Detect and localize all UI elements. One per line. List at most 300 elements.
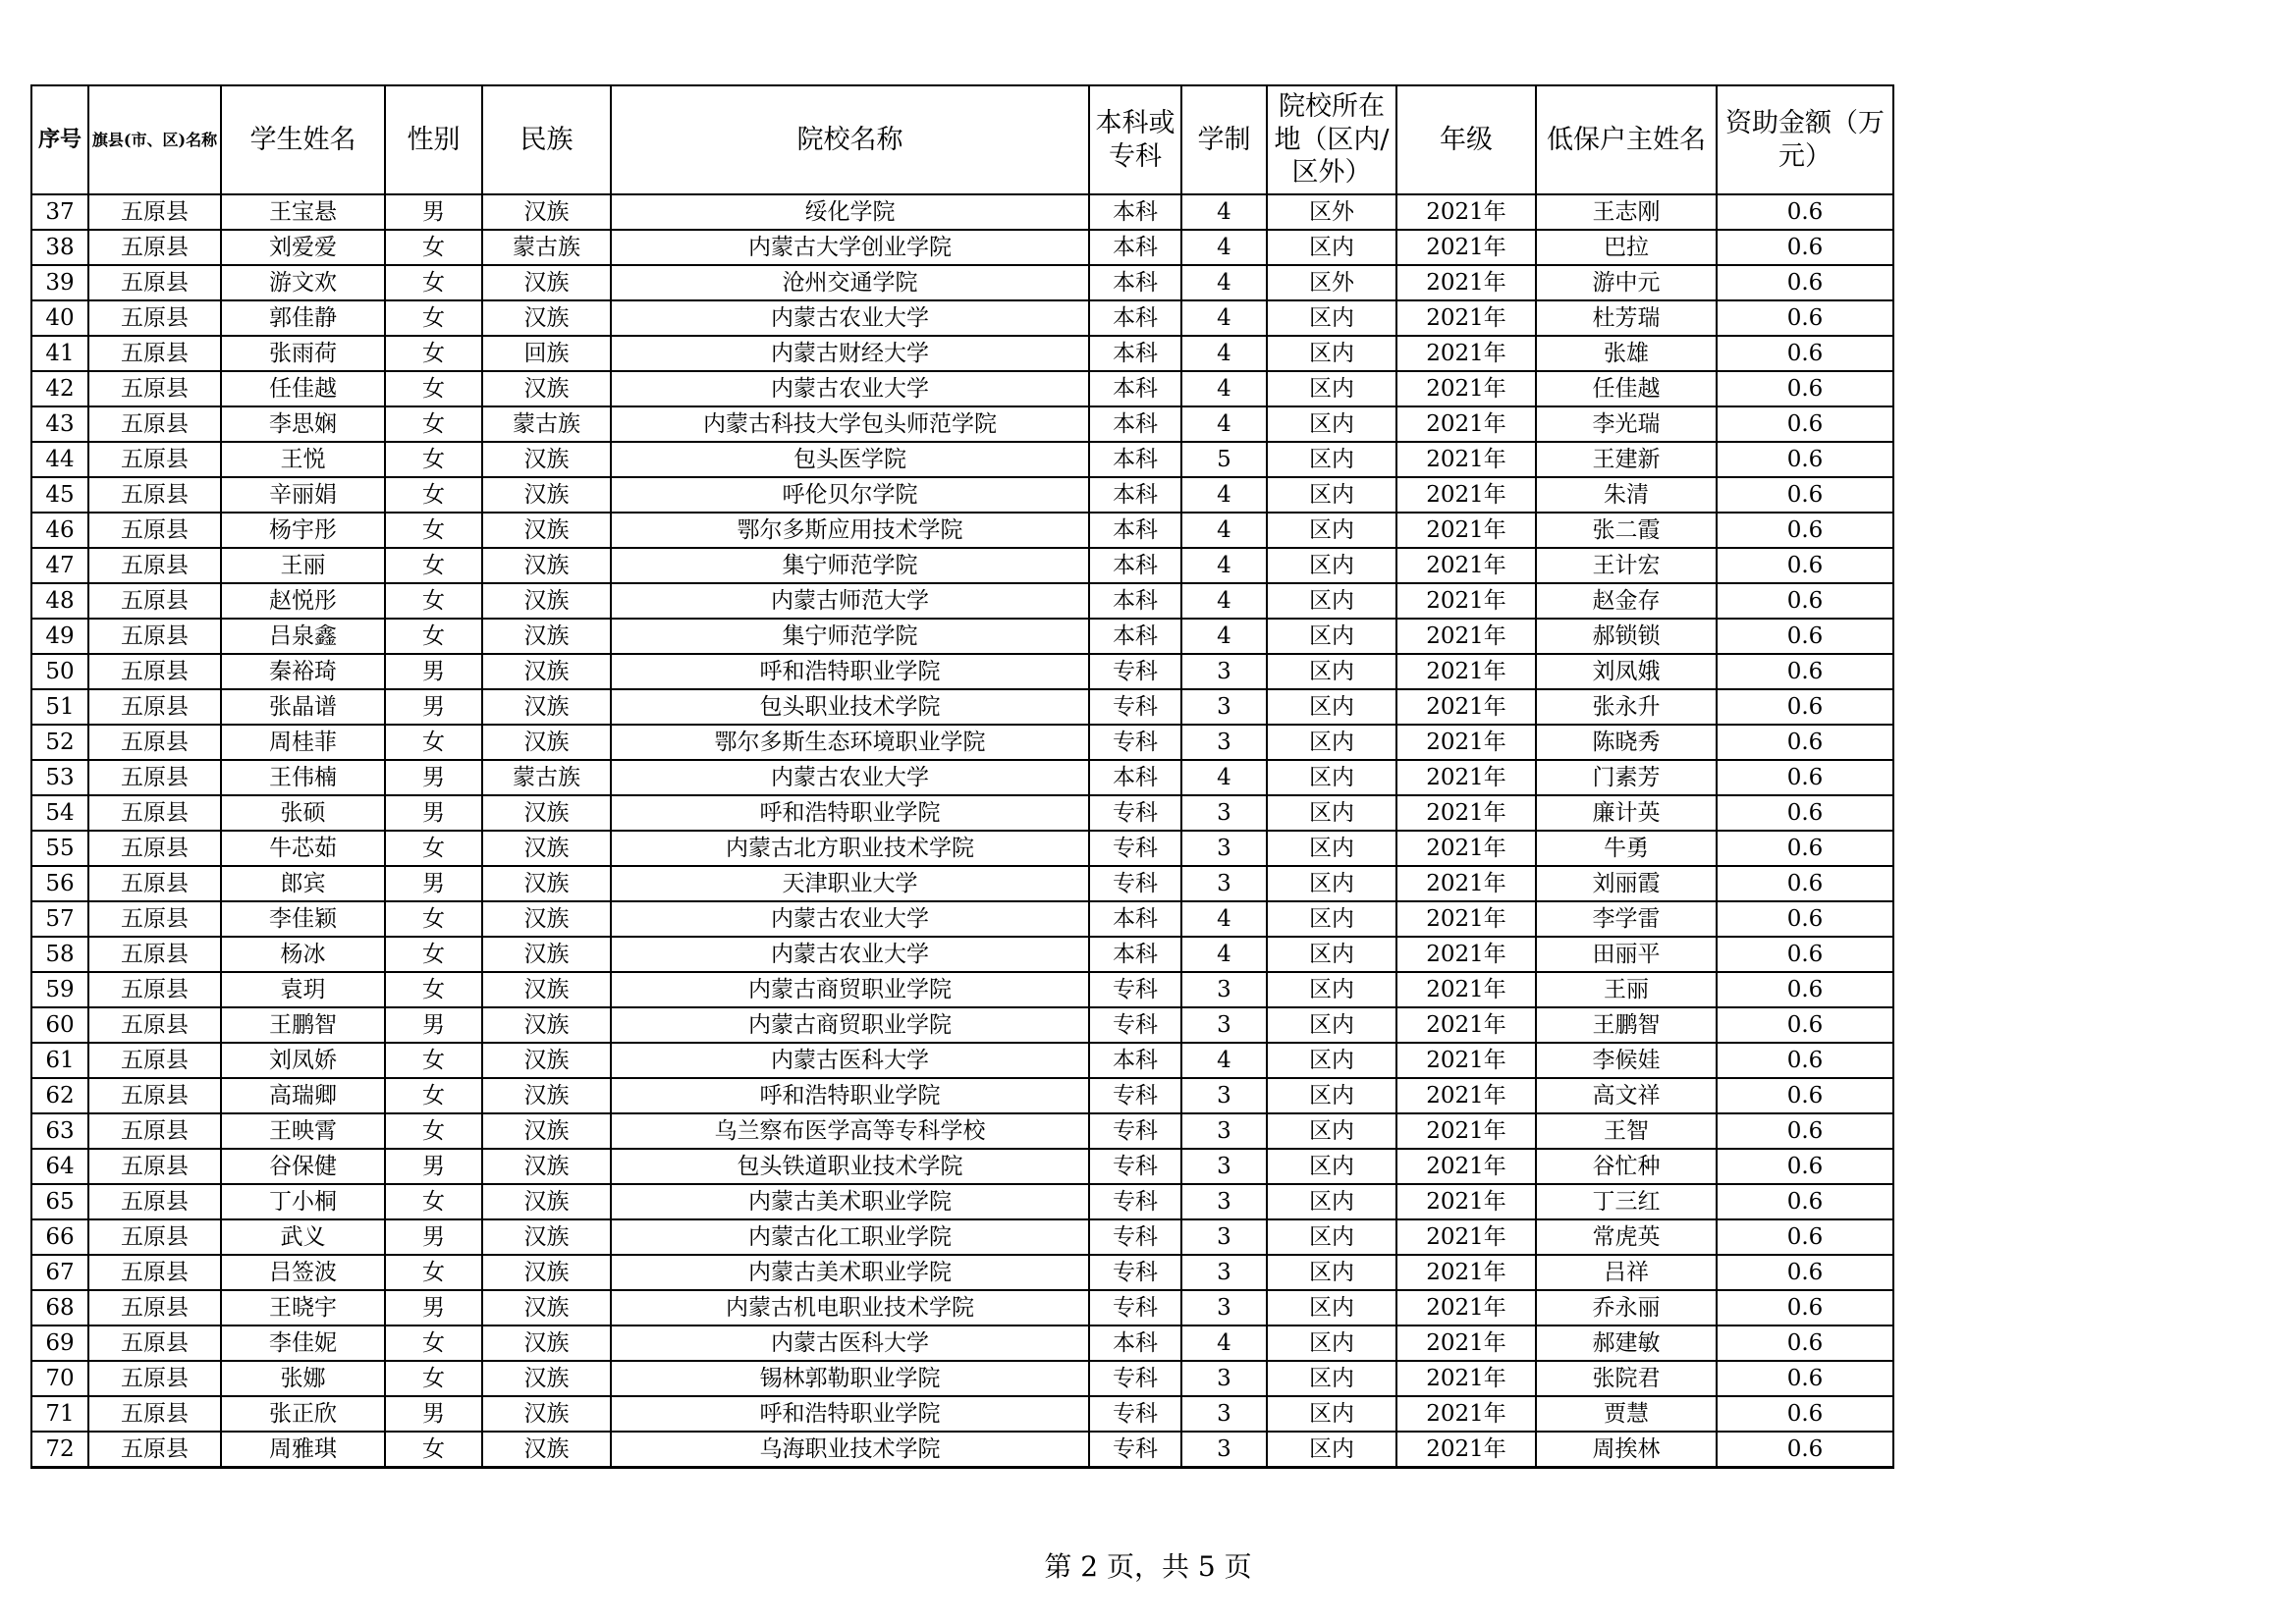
cell-amount: 0.6 [1717,583,1893,619]
table-row [31,583,1893,619]
cell-location: 区内 [1267,230,1396,265]
cell-degree: 专科 [1089,1432,1181,1468]
cell-duration: 4 [1181,901,1267,937]
cell-student-name: 张娜 [221,1361,385,1396]
cell-grade: 2021年 [1396,1396,1536,1432]
cell-county: 五原县 [88,619,221,654]
cell-seq: 56 [31,866,88,901]
cell-student-name: 王丽 [221,548,385,583]
cell-gender: 女 [385,901,482,937]
cell-amount: 0.6 [1717,371,1893,406]
cell-student-name: 赵悦彤 [221,583,385,619]
cell-student-name: 郎宾 [221,866,385,901]
cell-gender: 女 [385,1113,482,1149]
cell-county: 五原县 [88,1219,221,1255]
cell-county: 五原县 [88,689,221,725]
cell-county: 五原县 [88,654,221,689]
table-body [31,194,1893,1468]
cell-degree: 专科 [1089,831,1181,866]
cell-seq: 38 [31,230,88,265]
cell-school: 内蒙古师范大学 [611,583,1089,619]
cell-degree: 本科 [1089,230,1181,265]
cell-seq: 66 [31,1219,88,1255]
cell-duration: 4 [1181,513,1267,548]
cell-grade: 2021年 [1396,583,1536,619]
cell-county: 五原县 [88,795,221,831]
cell-amount: 0.6 [1717,1007,1893,1043]
cell-degree: 本科 [1089,406,1181,442]
cell-gender: 男 [385,1290,482,1325]
cell-seq: 61 [31,1043,88,1078]
cell-school: 内蒙古化工职业学院 [611,1219,1089,1255]
cell-household-head: 周挨林 [1536,1432,1717,1468]
cell-degree: 专科 [1089,795,1181,831]
cell-seq: 41 [31,336,88,371]
cell-grade: 2021年 [1396,937,1536,972]
cell-duration: 4 [1181,477,1267,513]
cell-school: 内蒙古美术职业学院 [611,1255,1089,1290]
cell-grade: 2021年 [1396,1290,1536,1325]
cell-county: 五原县 [88,371,221,406]
table-row [31,1043,1893,1078]
cell-seq: 51 [31,689,88,725]
table-row [31,901,1893,937]
cell-gender: 女 [385,937,482,972]
table-row [31,937,1893,972]
cell-household-head: 王计宏 [1536,548,1717,583]
cell-grade: 2021年 [1396,477,1536,513]
cell-duration: 3 [1181,1113,1267,1149]
table-row [31,689,1893,725]
cell-amount: 0.6 [1717,1361,1893,1396]
cell-grade: 2021年 [1396,300,1536,336]
header-student-name: 学生姓名 [221,85,385,194]
table-row [31,442,1893,477]
cell-school: 天津职业大学 [611,866,1089,901]
cell-ethnicity: 汉族 [482,1361,611,1396]
cell-grade: 2021年 [1396,265,1536,300]
cell-student-name: 袁玥 [221,972,385,1007]
cell-school: 内蒙古美术职业学院 [611,1184,1089,1219]
cell-ethnicity: 汉族 [482,442,611,477]
cell-school: 内蒙古北方职业技术学院 [611,831,1089,866]
cell-school: 绥化学院 [611,194,1089,230]
cell-household-head: 郝锁锁 [1536,619,1717,654]
cell-amount: 0.6 [1717,265,1893,300]
cell-seq: 45 [31,477,88,513]
cell-degree: 本科 [1089,477,1181,513]
cell-ethnicity: 汉族 [482,1113,611,1149]
cell-school: 内蒙古财经大学 [611,336,1089,371]
cell-gender: 女 [385,1184,482,1219]
cell-student-name: 刘凤娇 [221,1043,385,1078]
cell-county: 五原县 [88,406,221,442]
cell-student-name: 王宝悬 [221,194,385,230]
cell-county: 五原县 [88,1184,221,1219]
table-row [31,371,1893,406]
cell-location: 区内 [1267,866,1396,901]
cell-amount: 0.6 [1717,1149,1893,1184]
cell-school: 呼和浩特职业学院 [611,795,1089,831]
cell-location: 区内 [1267,1219,1396,1255]
cell-amount: 0.6 [1717,901,1893,937]
cell-county: 五原县 [88,336,221,371]
cell-household-head: 王鹏智 [1536,1007,1717,1043]
cell-student-name: 杨宇彤 [221,513,385,548]
cell-gender: 女 [385,513,482,548]
cell-household-head: 刘凤娥 [1536,654,1717,689]
cell-county: 五原县 [88,1007,221,1043]
cell-student-name: 王映霄 [221,1113,385,1149]
cell-ethnicity: 蒙古族 [482,230,611,265]
cell-household-head: 谷忙种 [1536,1149,1717,1184]
cell-grade: 2021年 [1396,548,1536,583]
cell-amount: 0.6 [1717,1184,1893,1219]
table-row [31,1078,1893,1113]
header-school: 院校名称 [611,85,1089,194]
cell-ethnicity: 汉族 [482,265,611,300]
cell-seq: 53 [31,760,88,795]
cell-seq: 59 [31,972,88,1007]
cell-county: 五原县 [88,513,221,548]
table-row [31,831,1893,866]
cell-gender: 女 [385,583,482,619]
table-row [31,1290,1893,1325]
cell-degree: 专科 [1089,689,1181,725]
cell-duration: 4 [1181,406,1267,442]
cell-county: 五原县 [88,548,221,583]
table-row [31,1219,1893,1255]
cell-degree: 本科 [1089,1043,1181,1078]
cell-duration: 3 [1181,1007,1267,1043]
cell-school: 呼和浩特职业学院 [611,1078,1089,1113]
cell-county: 五原县 [88,265,221,300]
cell-location: 区内 [1267,583,1396,619]
cell-school: 呼伦贝尔学院 [611,477,1089,513]
cell-student-name: 吕泉鑫 [221,619,385,654]
cell-amount: 0.6 [1717,654,1893,689]
cell-grade: 2021年 [1396,513,1536,548]
cell-ethnicity: 汉族 [482,937,611,972]
cell-duration: 3 [1181,1149,1267,1184]
cell-duration: 4 [1181,760,1267,795]
cell-county: 五原县 [88,1255,221,1290]
cell-school: 包头铁道职业技术学院 [611,1149,1089,1184]
cell-county: 五原县 [88,831,221,866]
cell-amount: 0.6 [1717,1290,1893,1325]
table-row [31,760,1893,795]
cell-gender: 男 [385,1396,482,1432]
cell-school: 内蒙古农业大学 [611,901,1089,937]
cell-grade: 2021年 [1396,336,1536,371]
cell-school: 集宁师范学院 [611,548,1089,583]
cell-school: 沧州交通学院 [611,265,1089,300]
cell-seq: 44 [31,442,88,477]
cell-grade: 2021年 [1396,1361,1536,1396]
cell-student-name: 张雨荷 [221,336,385,371]
cell-degree: 专科 [1089,1078,1181,1113]
cell-student-name: 武义 [221,1219,385,1255]
table-row [31,265,1893,300]
table-row [31,654,1893,689]
cell-duration: 3 [1181,1396,1267,1432]
cell-grade: 2021年 [1396,1184,1536,1219]
cell-gender: 女 [385,1255,482,1290]
table-row [31,619,1893,654]
cell-gender: 男 [385,795,482,831]
cell-ethnicity: 汉族 [482,1043,611,1078]
cell-amount: 0.6 [1717,831,1893,866]
cell-gender: 男 [385,1149,482,1184]
cell-location: 区内 [1267,1432,1396,1468]
cell-seq: 57 [31,901,88,937]
cell-grade: 2021年 [1396,1007,1536,1043]
cell-seq: 60 [31,1007,88,1043]
cell-duration: 4 [1181,194,1267,230]
cell-degree: 专科 [1089,1396,1181,1432]
cell-seq: 43 [31,406,88,442]
cell-household-head: 游中元 [1536,265,1717,300]
cell-grade: 2021年 [1396,972,1536,1007]
cell-duration: 3 [1181,1361,1267,1396]
cell-location: 区内 [1267,654,1396,689]
cell-ethnicity: 汉族 [482,583,611,619]
cell-seq: 48 [31,583,88,619]
cell-gender: 女 [385,619,482,654]
cell-grade: 2021年 [1396,1113,1536,1149]
cell-county: 五原县 [88,442,221,477]
cell-amount: 0.6 [1717,194,1893,230]
table-row [31,406,1893,442]
cell-location: 区内 [1267,1325,1396,1361]
cell-location: 区内 [1267,336,1396,371]
cell-student-name: 王鹏智 [221,1007,385,1043]
cell-school: 内蒙古农业大学 [611,760,1089,795]
cell-county: 五原县 [88,972,221,1007]
cell-degree: 专科 [1089,1007,1181,1043]
cell-location: 区内 [1267,406,1396,442]
cell-location: 区内 [1267,442,1396,477]
cell-grade: 2021年 [1396,1078,1536,1113]
cell-location: 区外 [1267,265,1396,300]
cell-seq: 55 [31,831,88,866]
cell-location: 区内 [1267,1290,1396,1325]
cell-seq: 72 [31,1432,88,1468]
cell-household-head: 贾慧 [1536,1396,1717,1432]
cell-ethnicity: 汉族 [482,1290,611,1325]
cell-seq: 54 [31,795,88,831]
cell-amount: 0.6 [1717,972,1893,1007]
cell-gender: 男 [385,1219,482,1255]
table-row [31,1007,1893,1043]
cell-student-name: 张硕 [221,795,385,831]
cell-seq: 46 [31,513,88,548]
cell-gender: 女 [385,1432,482,1468]
cell-gender: 女 [385,1325,482,1361]
cell-grade: 2021年 [1396,1043,1536,1078]
cell-location: 区内 [1267,513,1396,548]
cell-duration: 3 [1181,831,1267,866]
cell-ethnicity: 汉族 [482,1219,611,1255]
table-row [31,336,1893,371]
cell-duration: 3 [1181,725,1267,760]
cell-school: 内蒙古大学创业学院 [611,230,1089,265]
table-row [31,1149,1893,1184]
cell-amount: 0.6 [1717,442,1893,477]
cell-degree: 专科 [1089,1184,1181,1219]
cell-degree: 本科 [1089,513,1181,548]
cell-duration: 4 [1181,583,1267,619]
cell-duration: 4 [1181,548,1267,583]
cell-gender: 女 [385,300,482,336]
cell-student-name: 李佳颖 [221,901,385,937]
cell-ethnicity: 汉族 [482,1007,611,1043]
cell-gender: 女 [385,831,482,866]
cell-county: 五原县 [88,477,221,513]
cell-amount: 0.6 [1717,1078,1893,1113]
cell-school: 内蒙古医科大学 [611,1043,1089,1078]
table-row [31,725,1893,760]
cell-duration: 4 [1181,265,1267,300]
cell-seq: 40 [31,300,88,336]
cell-degree: 本科 [1089,937,1181,972]
cell-ethnicity: 汉族 [482,1396,611,1432]
student-aid-table [30,84,1894,1469]
cell-duration: 3 [1181,1432,1267,1468]
cell-location: 区内 [1267,972,1396,1007]
cell-seq: 39 [31,265,88,300]
cell-student-name: 吕签波 [221,1255,385,1290]
cell-school: 内蒙古科技大学包头师范学院 [611,406,1089,442]
cell-school: 内蒙古农业大学 [611,937,1089,972]
cell-gender: 女 [385,548,482,583]
cell-ethnicity: 汉族 [482,1432,611,1468]
cell-seq: 71 [31,1396,88,1432]
cell-county: 五原县 [88,937,221,972]
cell-grade: 2021年 [1396,901,1536,937]
cell-student-name: 刘爱爱 [221,230,385,265]
cell-school: 集宁师范学院 [611,619,1089,654]
cell-student-name: 辛丽娟 [221,477,385,513]
cell-degree: 专科 [1089,1361,1181,1396]
cell-school: 内蒙古农业大学 [611,371,1089,406]
cell-student-name: 王悦 [221,442,385,477]
cell-grade: 2021年 [1396,230,1536,265]
header-gender: 性别 [385,85,482,194]
cell-ethnicity: 汉族 [482,619,611,654]
cell-location: 区内 [1267,725,1396,760]
cell-school: 鄂尔多斯生态环境职业学院 [611,725,1089,760]
cell-student-name: 郭佳静 [221,300,385,336]
cell-seq: 63 [31,1113,88,1149]
cell-school: 乌海职业技术学院 [611,1432,1089,1468]
cell-ethnicity: 回族 [482,336,611,371]
cell-grade: 2021年 [1396,194,1536,230]
cell-household-head: 赵金存 [1536,583,1717,619]
cell-household-head: 刘丽霞 [1536,866,1717,901]
cell-household-head: 乔永丽 [1536,1290,1717,1325]
table-row [31,866,1893,901]
cell-household-head: 王智 [1536,1113,1717,1149]
cell-student-name: 王晓宇 [221,1290,385,1325]
cell-school: 包头医学院 [611,442,1089,477]
cell-degree: 本科 [1089,265,1181,300]
cell-grade: 2021年 [1396,689,1536,725]
cell-grade: 2021年 [1396,406,1536,442]
cell-student-name: 游文欢 [221,265,385,300]
cell-household-head: 吕祥 [1536,1255,1717,1290]
cell-amount: 0.6 [1717,937,1893,972]
cell-household-head: 牛勇 [1536,831,1717,866]
cell-county: 五原县 [88,1113,221,1149]
cell-ethnicity: 汉族 [482,548,611,583]
cell-duration: 3 [1181,1219,1267,1255]
cell-seq: 67 [31,1255,88,1290]
cell-student-name: 张正欣 [221,1396,385,1432]
cell-amount: 0.6 [1717,406,1893,442]
cell-ethnicity: 汉族 [482,371,611,406]
cell-county: 五原县 [88,1361,221,1396]
cell-grade: 2021年 [1396,795,1536,831]
cell-seq: 52 [31,725,88,760]
cell-degree: 专科 [1089,1113,1181,1149]
cell-amount: 0.6 [1717,1219,1893,1255]
table-row [31,1113,1893,1149]
cell-amount: 0.6 [1717,1255,1893,1290]
cell-household-head: 李候娃 [1536,1043,1717,1078]
cell-household-head: 王志刚 [1536,194,1717,230]
cell-duration: 3 [1181,1184,1267,1219]
cell-ethnicity: 汉族 [482,972,611,1007]
cell-gender: 女 [385,972,482,1007]
cell-household-head: 李学雷 [1536,901,1717,937]
cell-household-head: 常虎英 [1536,1219,1717,1255]
cell-degree: 专科 [1089,1149,1181,1184]
cell-gender: 女 [385,371,482,406]
cell-ethnicity: 汉族 [482,513,611,548]
cell-school: 锡林郭勒职业学院 [611,1361,1089,1396]
cell-degree: 本科 [1089,619,1181,654]
header-county: 旗县(市、区)名称 [88,85,221,194]
cell-degree: 本科 [1089,442,1181,477]
cell-ethnicity: 汉族 [482,194,611,230]
cell-duration: 3 [1181,689,1267,725]
cell-household-head: 王建新 [1536,442,1717,477]
cell-gender: 女 [385,442,482,477]
cell-degree: 专科 [1089,866,1181,901]
cell-location: 区内 [1267,901,1396,937]
cell-household-head: 张雄 [1536,336,1717,371]
cell-grade: 2021年 [1396,1149,1536,1184]
header-amount: 资助金额（万元） [1717,85,1893,194]
cell-degree: 本科 [1089,1325,1181,1361]
header-household-head: 低保户主姓名 [1536,85,1717,194]
cell-duration: 4 [1181,1043,1267,1078]
table-row [31,230,1893,265]
cell-county: 五原县 [88,725,221,760]
cell-degree: 本科 [1089,336,1181,371]
cell-student-name: 高瑞卿 [221,1078,385,1113]
cell-duration: 4 [1181,371,1267,406]
cell-degree: 专科 [1089,972,1181,1007]
cell-seq: 70 [31,1361,88,1396]
header-grade: 年级 [1396,85,1536,194]
cell-seq: 58 [31,937,88,972]
cell-location: 区内 [1267,1078,1396,1113]
cell-student-name: 李思娴 [221,406,385,442]
cell-duration: 3 [1181,866,1267,901]
cell-seq: 69 [31,1325,88,1361]
